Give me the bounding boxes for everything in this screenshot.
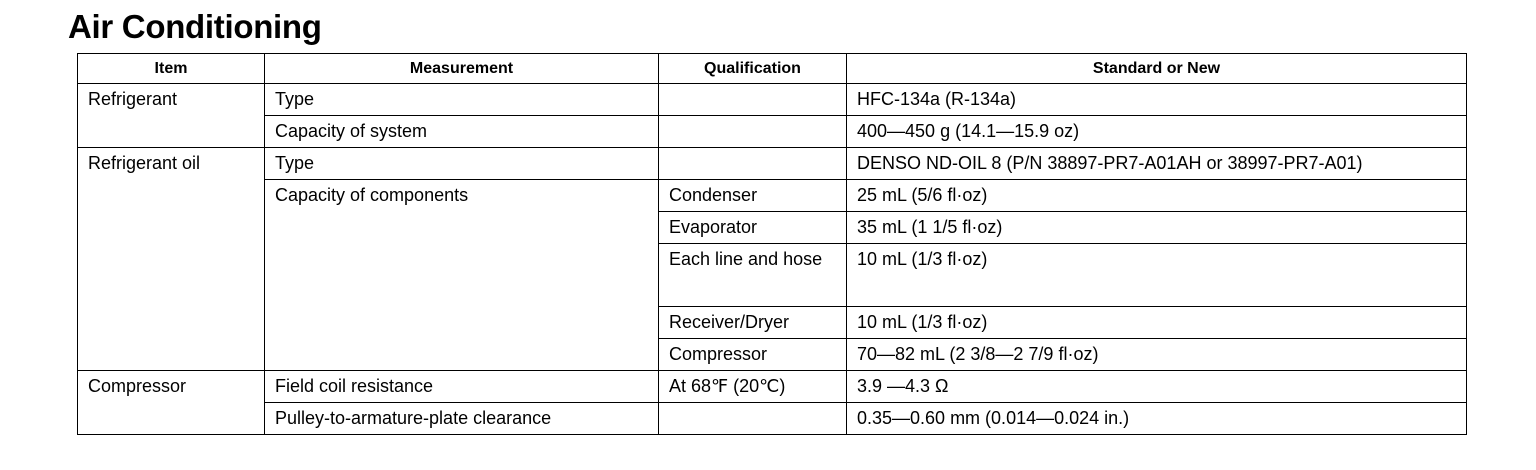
- table-row: [78, 180, 1467, 212]
- qualification-cell: At 68℉ (20℃): [659, 371, 847, 403]
- column-header-measurement: Measurement: [265, 54, 659, 84]
- item-cell: Refrigerant: [78, 84, 265, 148]
- measurement-cell: Capacity of system: [265, 116, 659, 148]
- spec-table: [77, 53, 1467, 435]
- standard-cell: 10 mL (1/3 fl·oz): [847, 244, 1467, 307]
- measurement-cell: Type: [265, 84, 659, 116]
- qualification-cell: Each line and hose: [659, 244, 847, 307]
- item-cell: Refrigerant oil: [78, 148, 265, 371]
- standard-cell: 70—82 mL (2 3/8—2 7/9 fl·oz): [847, 339, 1467, 371]
- measurement-cell: Type: [265, 148, 659, 180]
- standard-cell: 400—450 g (14.1—15.9 oz): [847, 116, 1467, 148]
- qualification-cell: [659, 116, 847, 148]
- qualification-cell: [659, 84, 847, 116]
- standard-cell: HFC-134a (R-134a): [847, 84, 1467, 116]
- table-row: [78, 403, 1467, 435]
- standard-cell: 3.9 —4.3 Ω: [847, 371, 1467, 403]
- qualification-cell: [659, 403, 847, 435]
- qualification-cell: Receiver/Dryer: [659, 307, 847, 339]
- qualification-cell: Evaporator: [659, 212, 847, 244]
- standard-cell: 10 mL (1/3 fl·oz): [847, 307, 1467, 339]
- measurement-cell: Pulley-to-armature-plate clearance: [265, 403, 659, 435]
- table-row: [78, 371, 1467, 403]
- column-header-item: Item: [78, 54, 265, 84]
- standard-cell: 25 mL (5/6 fl·oz): [847, 180, 1467, 212]
- table-row: [78, 116, 1467, 148]
- header-row: [78, 54, 1467, 84]
- standard-cell: 35 mL (1 1/5 fl·oz): [847, 212, 1467, 244]
- item-cell: Compressor: [78, 371, 265, 435]
- qualification-cell: Condenser: [659, 180, 847, 212]
- qualification-cell: [659, 148, 847, 180]
- table-row: [78, 148, 1467, 180]
- qualification-cell: Compressor: [659, 339, 847, 371]
- table-row: [78, 84, 1467, 116]
- page-title: Air Conditioning: [68, 8, 322, 45]
- column-header-qualification: Qualification: [659, 54, 847, 84]
- standard-cell: 0.35—0.60 mm (0.014—0.024 in.): [847, 403, 1467, 435]
- standard-cell: DENSO ND-OIL 8 (P/N 38897-PR7-A01AH or 38997-PR7-A01): [847, 148, 1467, 180]
- column-header-standard: Standard or New: [847, 54, 1467, 84]
- measurement-cell: Field coil resistance: [265, 371, 659, 403]
- measurement-cell: Capacity of components: [265, 180, 659, 371]
